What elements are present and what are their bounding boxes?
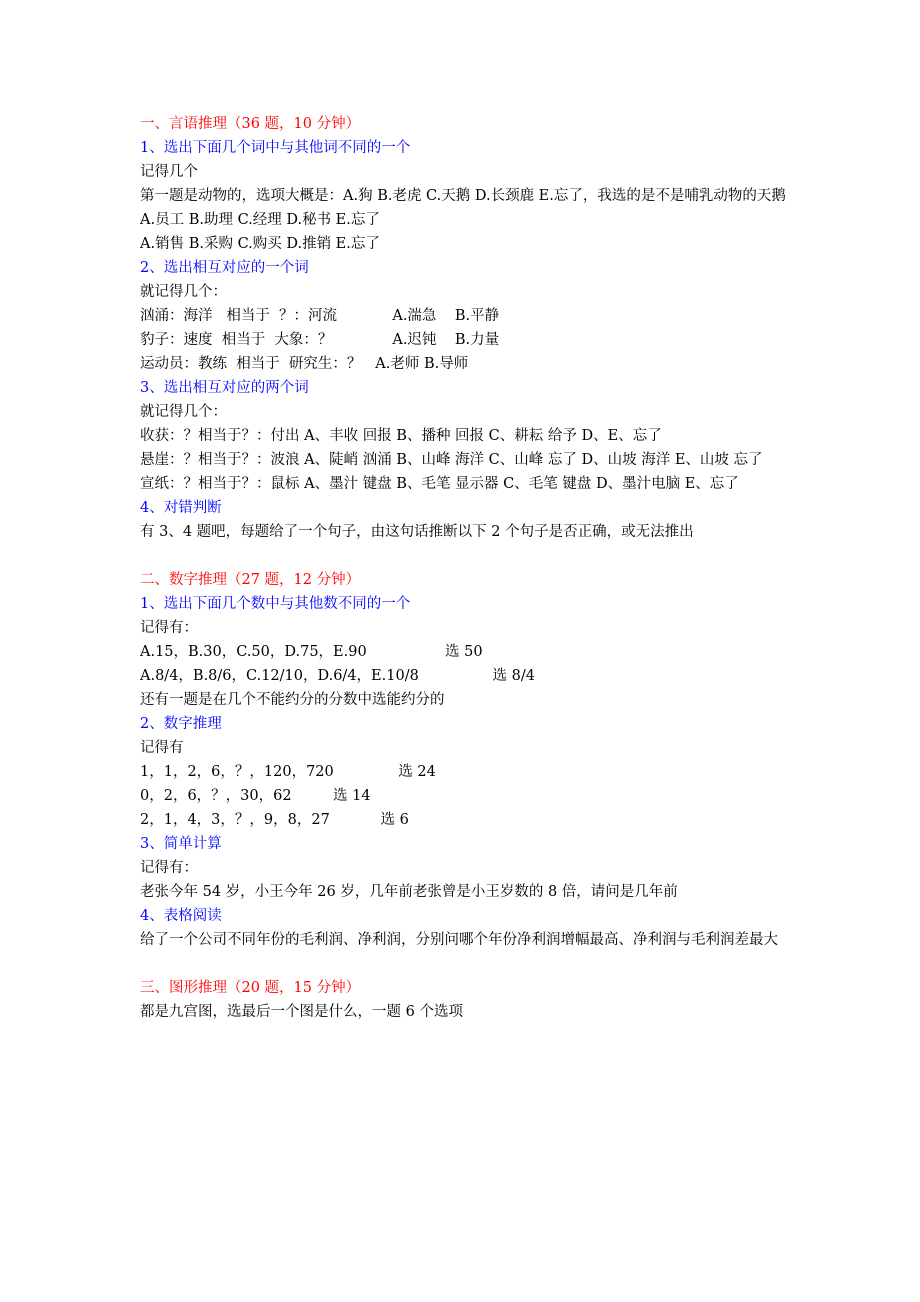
text-line: 运动员：教练 相当于 研究生：？ A.老师 B.导师 [140,356,469,372]
text-line: 就记得几个： [140,404,227,420]
text-line: A.销售 B.采购 C.购买 D.推销 E.忘了 [140,236,380,252]
text-line: 就记得几个： [140,284,227,300]
text-line: 都是九宫图，选最后一个图是什么，一题 6 个选项 [140,1004,463,1020]
subheading-true-false: 4、对错判断 [140,500,222,516]
text-line: 汹涌：海洋 相当于 ？：河流 A.湍急 B.平静 [140,308,500,324]
text-line: 2，1，4，3，？，9，8，27 选 6 [140,812,409,828]
subheading-odd-word: 1、选出下面几个词中与其他词不同的一个 [140,140,411,156]
text-line: A.15，B.30，C.50，D.75，E.90 选 50 [140,644,483,660]
text-line: 老张今年 54 岁，小王今年 26 岁，几年前老张曾是小王岁数的 8 倍，请问是几年前 [140,884,678,900]
text-paragraph: 收获：？相当于？：付出 A、丰收 回报 B、播种 回报 C、耕耘 给予 D、E、忘了 [140,428,662,444]
text-line: 还有一题是在几个不能约分的分数中选能约分的 [140,692,445,708]
text-line: 1，1，2，6，？，120，720 选 24 [140,764,436,780]
document-page [140,112,800,1024]
spacer [140,544,800,568]
text-paragraph: 悬崖：？相当于？：波浪 A、陡峭 汹涌 B、山峰 海洋 C、山峰 忘了 D、山坡 海洋 E、山坡 忘了 [140,452,763,468]
text-line: 记得有： [140,620,198,636]
text-paragraph: 给了一个公司不同年份的毛利润、净利润，分别问哪个年份净利润增幅最高、净利润与毛利润差最大 [140,932,778,948]
subheading-calculation: 3、简单计算 [140,836,222,852]
subheading-odd-number: 1、选出下面几个数中与其他数不同的一个 [140,596,411,612]
subheading-analogy-two: 3、选出相互对应的两个词 [140,380,309,396]
subheading-table-reading: 4、表格阅读 [140,908,222,924]
section-heading-numeric: 二、数字推理（27 题，12 分钟） [140,572,361,588]
text-line: 记得有 [140,740,184,756]
subheading-analogy-one: 2、选出相互对应的一个词 [140,260,309,276]
text-line: 0，2，6，？，30，62 选 14 [140,788,371,804]
text-line: 记得有： [140,860,198,876]
text-line: A.员工 B.助理 C.经理 D.秘书 E.忘了 [140,212,380,228]
section-heading-figural: 三、图形推理（20 题，15 分钟） [140,980,361,996]
spacer [140,952,800,976]
text-paragraph: 第一题是动物的，选项大概是：A.狗 B.老虎 C.天鹅 D.长颈鹿 E.忘了，我选的是不是哺乳动物的天鹅 [140,188,786,204]
subheading-number-series: 2、数字推理 [140,716,222,732]
text-line: 豹子：速度 相当于 大象：？ A.迟钝 B.力量 [140,332,500,348]
text-line: 有 3、4 题吧，每题给了一个句子，由这句话推断以下 2 个句子是否正确，或无法推出 [140,524,694,540]
text-paragraph: 宣纸：？相当于？：鼠标 A、墨汁 键盘 B、毛笔 显示器 C、毛笔 键盘 D、墨汁电脑 E、忘了 [140,476,739,492]
text-line: A.8/4，B.8/6，C.12/10，D.6/4，E.10/8 选 8/4 [140,668,535,684]
text-line: 记得几个 [140,164,198,180]
section-heading-verbal: 一、言语推理（36 题，10 分钟） [140,116,361,132]
